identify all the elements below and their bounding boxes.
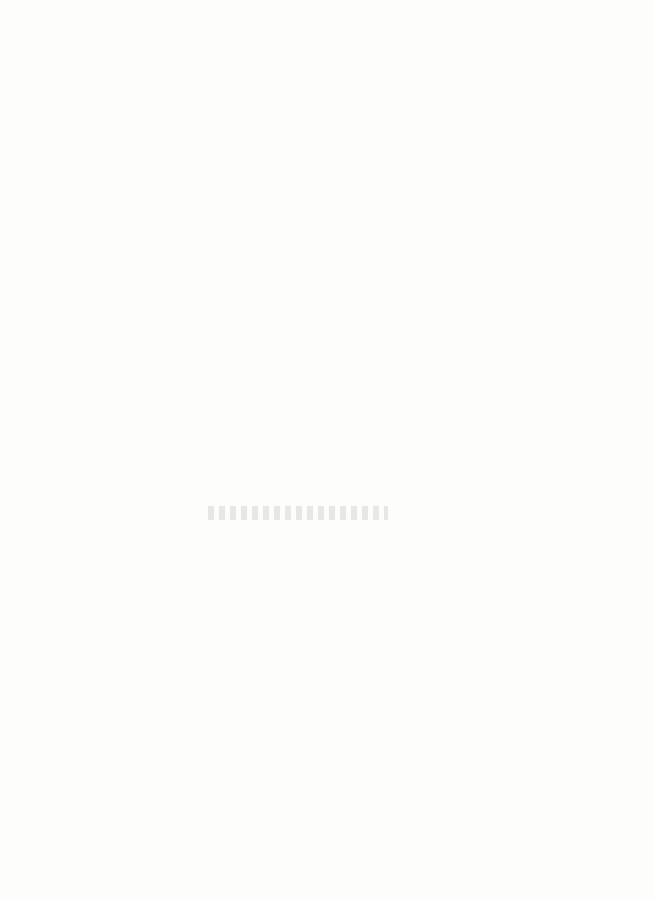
page-header — [0, 68, 654, 104]
show-through-ink — [208, 506, 388, 520]
